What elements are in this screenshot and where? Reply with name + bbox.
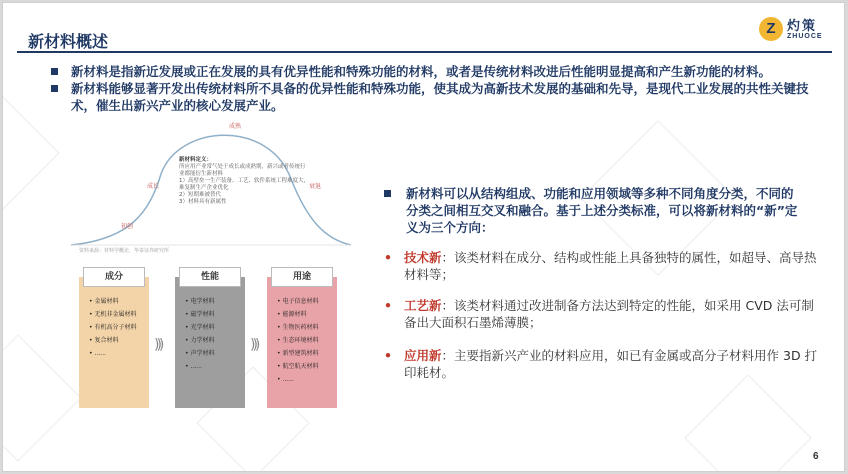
stage-label-peak: 成熟 <box>229 123 242 130</box>
classification-intro <box>384 185 804 236</box>
direction-label: 技术新 <box>404 250 442 265</box>
logo-text-en: ZHUOCE <box>787 33 823 40</box>
column-item: • 金属材料 <box>89 295 149 308</box>
definition-line: 1）高壁垒一生产装备、工艺、软件系统工程难度大，难复制生产企业优化 <box>179 178 310 191</box>
direction-label: 应用新 <box>404 348 442 363</box>
brand-logo <box>759 15 833 45</box>
column-header: 用途 <box>271 267 333 287</box>
square-bullet-icon <box>51 85 58 92</box>
column-header: 性能 <box>179 267 241 287</box>
column-item: • 有机高分子材料 <box>89 321 149 334</box>
column-item: • ...... <box>185 360 245 373</box>
definition-line: 3）材料具有新属性 <box>179 199 227 205</box>
column-item: • 电学材料 <box>185 295 245 308</box>
column-body <box>79 277 149 408</box>
column-item: • 生态环境材料 <box>277 334 337 347</box>
column-body <box>267 277 337 408</box>
intro-bullets <box>51 63 821 114</box>
definition-line: 2）短期难被替代 <box>179 192 221 198</box>
definition-line: 所应用产业常气处于成长或成熟期，新兴或者传统行业都能衍生新材料 <box>179 164 306 177</box>
bullet-dot-icon: • <box>384 348 392 363</box>
column-item: • 电子信息材料 <box>277 295 337 308</box>
title-divider <box>17 51 832 53</box>
column-header: 成分 <box>83 267 145 287</box>
stage-label-growth: 成长 <box>147 183 160 190</box>
stage-label-decline: 衰退 <box>309 183 322 190</box>
column-item: • 声学材料 <box>185 347 245 360</box>
column-item: • 航空航天材料 <box>277 360 337 373</box>
column-item: • 生物医药材料 <box>277 321 337 334</box>
bullet-text: 新材料可以从结构组成、功能和应用领域等多种不同角度分类，不同的分类之间相互交叉和融合。基于上述分类标准，可以将新材料的“新”定义为三个方向： <box>406 186 798 235</box>
logo-text-cn: 灼策 <box>787 19 818 34</box>
slide <box>2 2 845 472</box>
column-body <box>175 277 245 408</box>
bullet-text: 新材料能够显著开发出传统材料所不具备的优异性能和特殊功能，使其成为高新技术发展的基础和先导，是现代工业发展的共性关键技术，催生出新兴产业的核心发展产业。 <box>71 81 809 113</box>
square-bullet-icon <box>51 68 58 75</box>
direction-item-process <box>382 297 822 331</box>
column-item: • 磁学材料 <box>185 308 245 321</box>
bullet-text: 新材料是指新近发展或正在发展的具有优异性能和特殊功能的材料，或者是传统材料改进后性能明显提高和产生新功能的材料。 <box>71 64 772 79</box>
direction-item-technology <box>382 249 822 283</box>
figure-source: 资料来源：材料学概论，华泰证券研究所 <box>79 248 170 254</box>
column-item: • 无机非金属材料 <box>89 308 149 321</box>
direction-text: ：该类材料通过改进制备方法达到特定的性能，如采用 CVD 法可制备出大面积石墨烯薄膜； <box>404 298 814 330</box>
page-title: 新材料概述 <box>28 32 109 51</box>
category-column-usage <box>267 267 337 408</box>
bullet-dot-icon: • <box>384 298 392 313</box>
bullet-dot-icon: • <box>384 250 392 265</box>
column-item: • ...... <box>277 373 337 386</box>
bullet-item <box>51 63 821 80</box>
column-item: • 复合材料 <box>89 334 149 347</box>
square-bullet-icon <box>384 190 391 197</box>
category-column-composition <box>79 267 149 408</box>
arrow-glyph: ))) <box>250 337 258 353</box>
arrow-glyph: ))) <box>154 337 162 353</box>
logo-icon: Z <box>759 17 783 41</box>
page-number: 6 <box>813 451 819 462</box>
direction-label: 工艺新 <box>404 298 442 313</box>
column-item: • 能源材料 <box>277 308 337 321</box>
classification-figure <box>69 119 351 411</box>
direction-text: ：主要指新兴产业的材料应用，如已有金属或高分子材料用作 3D 打印耗材。 <box>404 348 818 380</box>
direction-text: ：该类材料在成分、结构或性能上具备独特的属性，如超导、高导热材料等； <box>404 250 817 282</box>
column-item: • 新型建筑材料 <box>277 347 337 360</box>
definition-text <box>179 157 309 206</box>
bg-shape <box>684 374 811 472</box>
column-item: • 光学材料 <box>185 321 245 334</box>
category-column-performance <box>175 267 245 408</box>
bullet-item <box>384 185 804 236</box>
definition-title: 新材料定义： <box>179 157 213 163</box>
direction-item-application <box>382 347 822 381</box>
bullet-item <box>51 80 821 114</box>
stage-label-intro: 初创 <box>121 223 134 230</box>
column-item: • 力学材料 <box>185 334 245 347</box>
column-item: • ...... <box>89 347 149 360</box>
